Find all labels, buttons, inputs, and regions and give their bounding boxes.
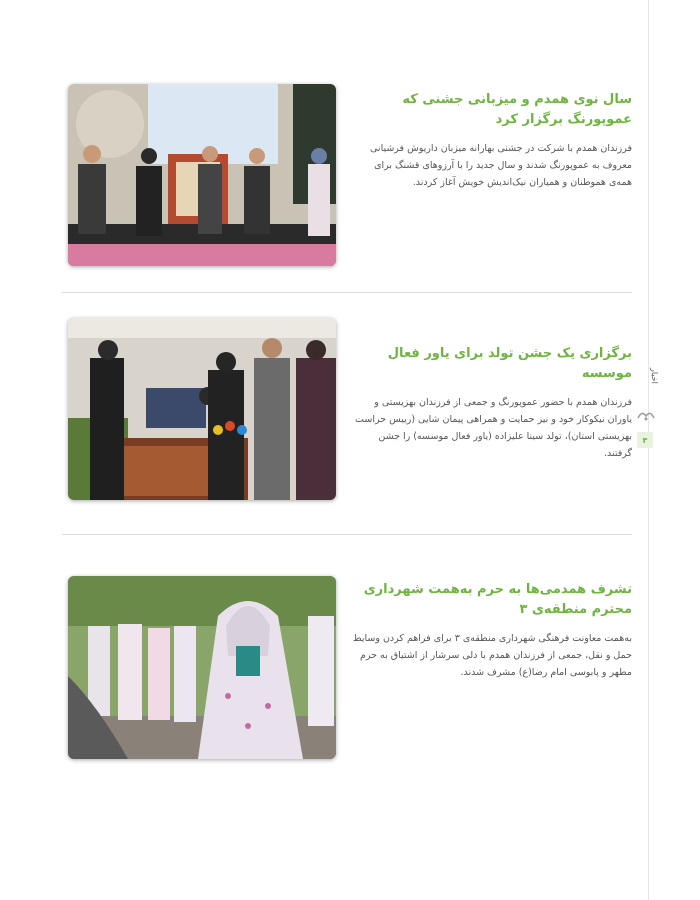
article-1-body: فرزندان همدم با شرکت در جشنی بهارانه میزبان داریوش فرشیانی معروف به عموپورنگ شدند و سال جدید را با آرزوهای قشنگ برای همه‌ی هموطنان و همیاران نیک‌اندیش خویش آغاز کردند. bbox=[370, 143, 632, 188]
divider-2 bbox=[62, 534, 632, 535]
divider-1 bbox=[62, 292, 632, 293]
article-3-photo[interactable] bbox=[68, 576, 336, 759]
stage-ceremony-photo bbox=[68, 84, 336, 266]
article-2-photo[interactable] bbox=[68, 318, 336, 500]
page-number-badge bbox=[637, 432, 653, 448]
article-1-photo[interactable] bbox=[68, 84, 336, 266]
article-3-title[interactable]: تشرف همدمی‌ها به حرم به‌همت شهرداری محترم منطقه‌ی ۳ bbox=[363, 582, 632, 617]
page-number: ۳ bbox=[642, 435, 648, 445]
logo-icon bbox=[636, 408, 656, 422]
article-2-text bbox=[352, 344, 632, 462]
news-article-2 bbox=[68, 318, 632, 502]
article-1-text bbox=[352, 90, 632, 191]
side-section-label: اخبار bbox=[650, 368, 659, 384]
shrine-visit-photo bbox=[68, 576, 336, 759]
side-rail bbox=[648, 0, 649, 900]
article-2-body: فرزندان همدم با حضور عموپورنگ و جمعی از فرزندان بهزیستی و یاوران نیکوکار خود و نیز حمایت و همراهی پیمان شایی (رییس حراست بهزیستی استان)، تولد سینا علیزاده (یاور فعال موسسه) را جشن گرفتند. bbox=[355, 397, 632, 459]
article-3-text bbox=[352, 580, 632, 681]
news-article-1 bbox=[68, 84, 632, 268]
news-article-3 bbox=[68, 576, 632, 760]
article-1-title[interactable]: سال نوی همدم و میزبانی جشنی که عموپورنگ برگزار کرد bbox=[402, 92, 632, 127]
article-2-title[interactable]: برگزاری یک جشن تولد برای یاور فعال موسسه bbox=[387, 346, 632, 381]
birthday-party-photo bbox=[68, 318, 336, 500]
article-3-body: به‌همت معاونت فرهنگی شهرداری منطقه‌ی ۳ برای فراهم کردن وسایط حمل و نقل، جمعی از فرزندان همدم با دلی سرشار از اشتیاق به حرم مطهر و پابوسی امام رضا(ع) مشرف شدند. bbox=[352, 633, 632, 678]
